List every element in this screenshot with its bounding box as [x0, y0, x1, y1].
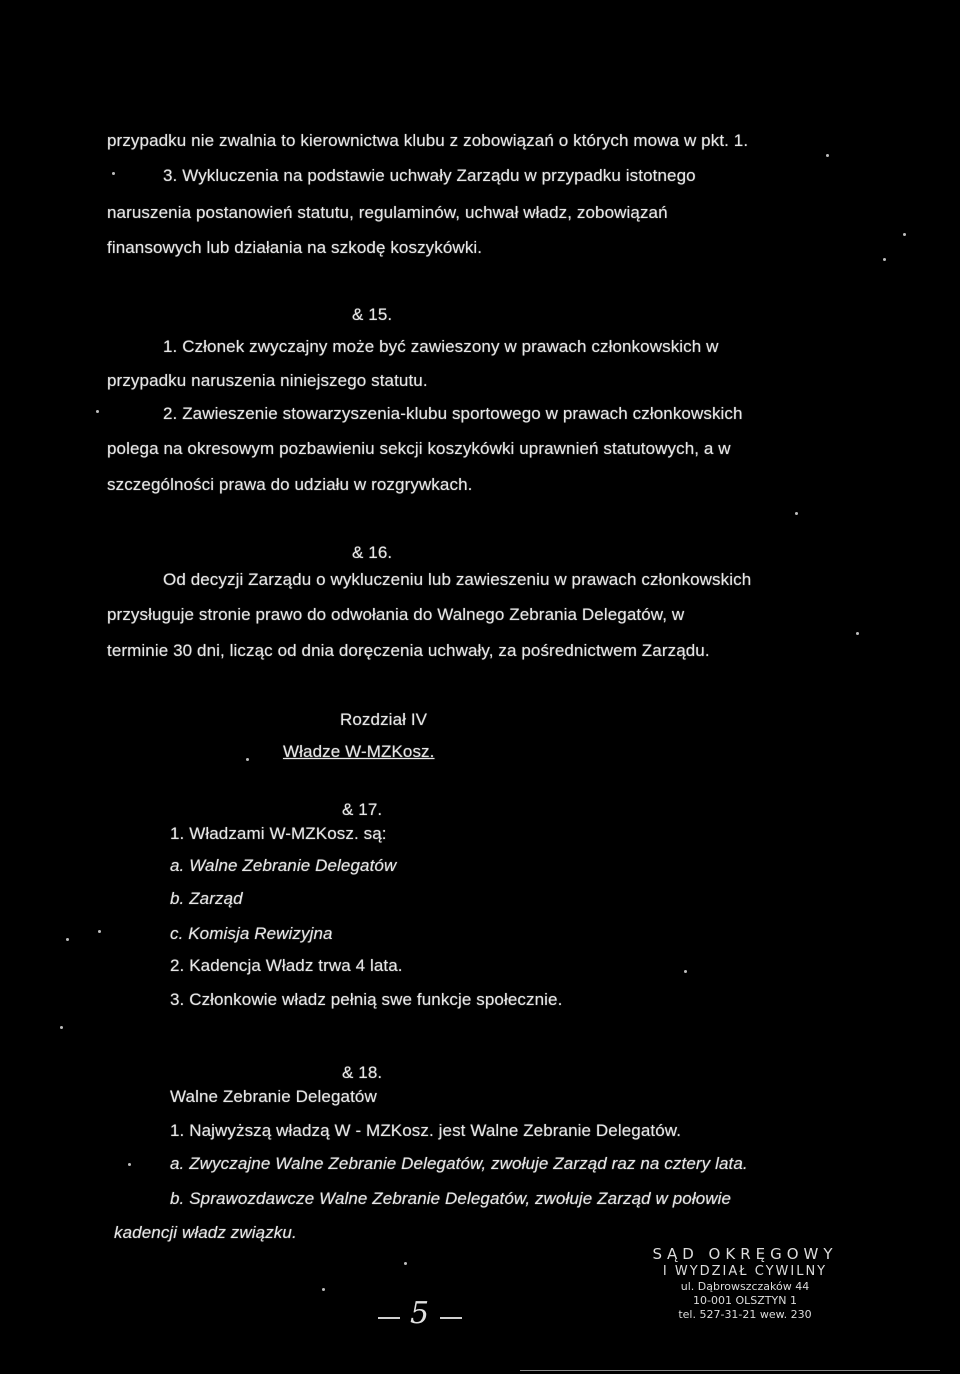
text-line: terminie 30 dni, licząc od dnia doręczenia uchwały, za pośrednictwem Zarządu. [107, 641, 710, 660]
text-line: naruszenia postanowień statutu, regulaminów, uchwał władz, zobowiązań [107, 203, 668, 222]
scan-speck [903, 233, 906, 236]
text-line: Od decyzji Zarządu o wykluczeniu lub zawieszeniu w prawach członkowskich [163, 570, 752, 589]
scan-speck [66, 938, 69, 941]
list-item: a. Zwyczajne Walne Zebranie Delegatów, zwołuje Zarząd raz na cztery lata. [170, 1154, 748, 1173]
chapter-subtitle: Władze W-MZKosz. [283, 742, 435, 761]
scan-speck [246, 758, 249, 761]
page-number: 5 [410, 1296, 430, 1331]
scan-speck [322, 1288, 325, 1291]
stamp-line: tel. 527-31-21 wew. 230 [678, 1308, 812, 1321]
text-line: polega na okresowym pozbawieniu sekcji koszykówki uprawnień statutowych, a w [107, 439, 731, 458]
page-number-dash-left [378, 1317, 400, 1319]
text-line: szczególności prawa do udziału w rozgrywkach. [107, 475, 473, 494]
bottom-scan-line [520, 1370, 940, 1371]
text-line: 3. Wykluczenia na podstawie uchwały Zarządu w przypadku istotnego [163, 166, 696, 185]
scan-speck [795, 512, 798, 515]
text-line: przypadku nie zwalnia to kierownictwa klubu z zobowiązań o których mowa w pkt. 1. [107, 131, 749, 150]
scan-speck [826, 154, 829, 157]
text-line: 2. Zawieszenie stowarzyszenia-klubu sportowego w prawach członkowskich [163, 404, 743, 423]
section-heading: & 16. [352, 543, 393, 562]
list-item: 1. Władzami W-MZKosz. są: [170, 824, 387, 843]
chapter-title: Rozdział IV [340, 710, 428, 729]
scan-speck [112, 172, 115, 175]
page-number-dash-right [440, 1317, 462, 1319]
list-item: 2. Kadencja Władz trwa 4 lata. [170, 956, 403, 975]
list-item: b. Sprawozdawcze Walne Zebranie Delegatów, zwołuje Zarząd w połowie [170, 1189, 732, 1208]
scan-speck [684, 970, 687, 973]
section-heading: & 15. [352, 305, 393, 324]
scan-speck [96, 410, 99, 413]
stamp-line: SĄD OKRĘGOWY [652, 1245, 838, 1263]
list-item: a. Walne Zebranie Delegatów [170, 856, 397, 875]
scan-speck [883, 258, 886, 261]
scan-speck [98, 930, 101, 933]
section-heading: & 18. [342, 1063, 383, 1082]
list-item: kadencji władz związku. [114, 1223, 297, 1242]
stamp-line: ul. Dąbrowszczaków 44 [680, 1280, 810, 1293]
scan-speck [856, 632, 859, 635]
section-heading: & 17. [342, 800, 383, 819]
scan-speck [128, 1163, 131, 1166]
stamp-line: 10-001 OLSZTYN 1 [693, 1294, 797, 1307]
list-item: 1. Najwyższą władzą W - MZKosz. jest Walne Zebranie Delegatów. [170, 1121, 682, 1140]
list-item: b. Zarząd [170, 889, 243, 908]
text-line: finansowych lub działania na szkodę koszykówki. [107, 238, 483, 257]
court-stamp [630, 1244, 860, 1322]
scan-speck [404, 1262, 407, 1265]
scan-speck [60, 1026, 63, 1029]
text-line: przysługuje stronie prawo do odwołania do Walnego Zebrania Delegatów, w [107, 605, 685, 624]
stamp-line: I WYDZIAŁ CYWILNY [662, 1264, 828, 1279]
text-line: przypadku naruszenia niniejszego statutu. [107, 371, 428, 390]
text-line: 1. Członek zwyczajny może być zawieszony w prawach członkowskich w [163, 337, 719, 356]
list-item: c. Komisja Rewizyjna [170, 924, 333, 943]
section-title: Walne Zebranie Delegatów [170, 1087, 377, 1106]
list-item: 3. Członkowie władz pełnią swe funkcje społecznie. [170, 990, 563, 1009]
